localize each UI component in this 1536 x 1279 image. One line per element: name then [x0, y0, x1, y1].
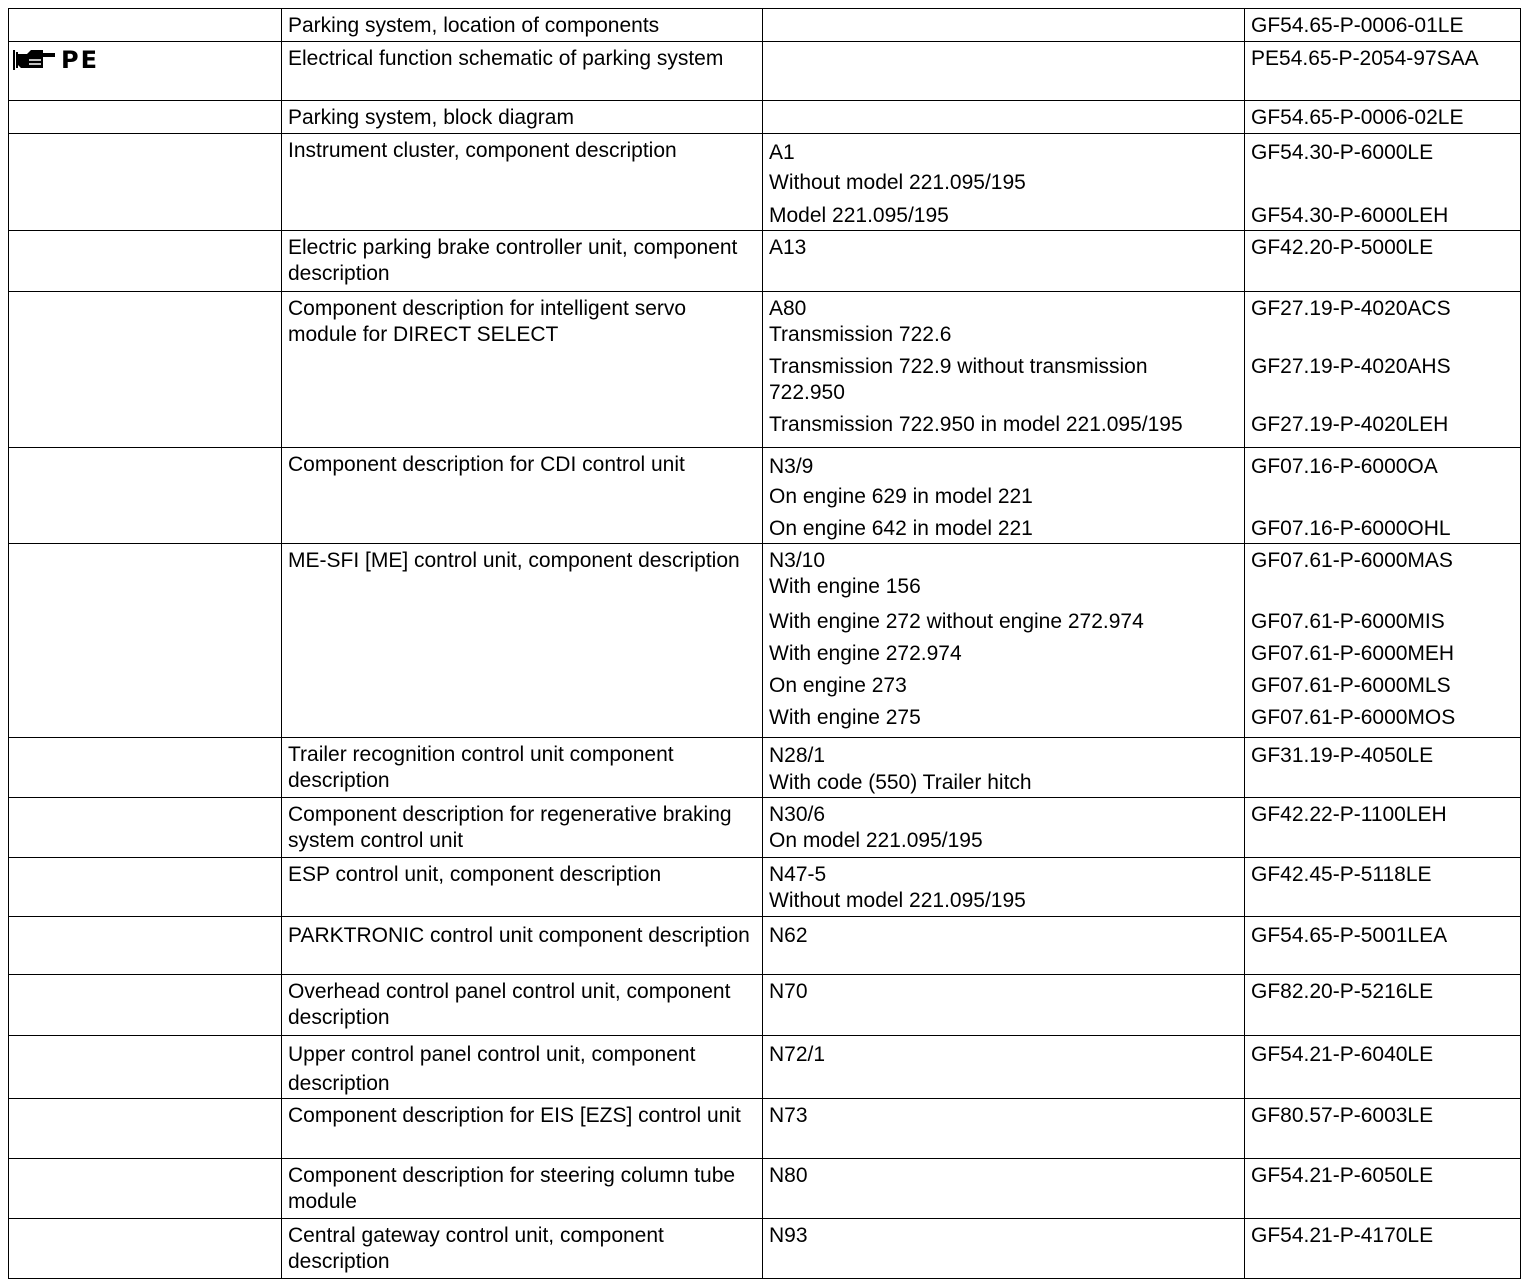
- designation-line: With engine 275: [769, 706, 921, 729]
- designation-cell: [763, 134, 1245, 231]
- table-row: [9, 231, 1521, 292]
- designation-line: N47-5: [769, 863, 827, 886]
- entry-block: [763, 354, 1244, 412]
- table-row: [9, 9, 1521, 42]
- document-number-cell: [1245, 292, 1521, 448]
- entry-block: [1245, 46, 1520, 72]
- document-number-cell: [1245, 1219, 1521, 1279]
- row-title: PARKTRONIC control unit component description: [288, 924, 750, 947]
- row-title: Upper control panel control unit, component description: [288, 1043, 696, 1095]
- document-table: [8, 8, 1521, 1279]
- document-number: GF54.65-P-5001LEA: [1251, 924, 1448, 947]
- marker-cell: [9, 975, 282, 1036]
- designation-cell: [763, 975, 1245, 1036]
- document-number: [1245, 380, 1520, 406]
- document-number: GF07.61-P-6000MAS: [1251, 549, 1453, 572]
- title-cell: [282, 798, 763, 858]
- designation-cell: [763, 544, 1245, 738]
- marker-cell: [9, 292, 282, 448]
- document-number: GF07.61-P-6000MEH: [1251, 642, 1455, 665]
- entry-block: [1245, 862, 1520, 914]
- document-number: GF27.19-P-4020LEH: [1251, 413, 1449, 436]
- entry-block: [763, 638, 1244, 670]
- marker-cell: [9, 544, 282, 738]
- document-number: GF07.61-P-6000MOS: [1251, 706, 1456, 729]
- entry-block: [1245, 452, 1520, 514]
- document-number: GF31.19-P-4050LE: [1251, 744, 1434, 767]
- entry-block: [763, 548, 1244, 606]
- entry-block: [1245, 670, 1520, 702]
- designation-cell: [763, 231, 1245, 292]
- document-number: GF54.21-P-4170LE: [1251, 1224, 1434, 1247]
- entry-block: [1245, 1163, 1520, 1189]
- designation-cell: [763, 1099, 1245, 1159]
- entry-block: [1245, 412, 1520, 447]
- title-cell: [282, 134, 763, 231]
- document-number: [1245, 482, 1520, 512]
- document-number: [1245, 770, 1520, 796]
- document-number-cell: [1245, 134, 1521, 231]
- designation-line: On model 221.095/195: [769, 829, 983, 852]
- table-row: [9, 975, 1521, 1036]
- designation-cell: [763, 292, 1245, 448]
- entry-block: [1245, 138, 1520, 201]
- document-number-cell: [1245, 738, 1521, 798]
- entry-block: [763, 670, 1244, 702]
- table-row: [9, 738, 1521, 798]
- marker-cell: [9, 917, 282, 975]
- row-title: Component description for CDI control unit: [288, 453, 685, 476]
- document-number: GF27.19-P-4020AHS: [1251, 355, 1451, 378]
- table-row: [9, 798, 1521, 858]
- document-number: GF54.30-P-6000LE: [1251, 141, 1434, 164]
- document-number: GF42.22-P-1100LEH: [1251, 803, 1447, 826]
- document-number-cell: [1245, 917, 1521, 975]
- designation-line: Model 221.095/195: [769, 204, 949, 227]
- marker-cell: [9, 42, 282, 101]
- row-title: Instrument cluster, component description: [288, 139, 677, 162]
- document-number: GF42.45-P-5118LE: [1251, 863, 1432, 886]
- marker-cell: [9, 231, 282, 292]
- entry-block: [1245, 702, 1520, 737]
- designation-line: N28/1: [769, 744, 826, 767]
- document-number-cell: [1245, 1099, 1521, 1159]
- marker-cell: [9, 858, 282, 917]
- document-number-cell: [1245, 231, 1521, 292]
- row-title: Component description for EIS [EZS] control unit: [288, 1104, 741, 1127]
- designation-cell: [763, 1159, 1245, 1219]
- designation-cell: [763, 1036, 1245, 1099]
- document-number: [1245, 168, 1520, 198]
- entry-block: [763, 702, 1244, 737]
- marker-cell: [9, 101, 282, 134]
- document-number-cell: [1245, 798, 1521, 858]
- document-number: [1245, 828, 1520, 854]
- designation-cell: [763, 448, 1245, 544]
- entry-block: [763, 1103, 1244, 1129]
- document-number: GF82.20-P-5216LE: [1251, 980, 1434, 1003]
- designation-line: With engine 272.974: [769, 642, 962, 665]
- entry-block: [763, 296, 1244, 354]
- title-cell: [282, 544, 763, 738]
- row-title: Parking system, block diagram: [288, 106, 574, 129]
- marker-cell: [9, 9, 282, 42]
- entry-block: [763, 138, 1244, 201]
- designation-line: Without model 221.095/195: [769, 171, 1026, 194]
- table-row: [9, 1219, 1521, 1279]
- title-cell: [282, 1159, 763, 1219]
- document-number: GF07.16-P-6000OHL: [1251, 517, 1451, 540]
- document-number: GF54.30-P-6000LEH: [1251, 204, 1449, 227]
- document-number: [1245, 574, 1520, 600]
- document-number: GF80.57-P-6003LE: [1251, 1104, 1434, 1127]
- designation-line: N62: [769, 924, 808, 947]
- document-number: GF07.16-P-6000OA: [1251, 455, 1438, 478]
- document-number-cell: [1245, 858, 1521, 917]
- document-table-body: [9, 9, 1521, 1279]
- document-number-cell: [1245, 9, 1521, 42]
- table-row: [9, 858, 1521, 917]
- entry-block: [763, 742, 1244, 796]
- document-number-cell: [1245, 1159, 1521, 1219]
- designation-line: Transmission 722.9 without transmission: [769, 355, 1148, 378]
- entry-block: [763, 1223, 1244, 1249]
- table-row: [9, 917, 1521, 975]
- table-row: [9, 292, 1521, 448]
- title-cell: [282, 738, 763, 798]
- document-number-cell: [1245, 544, 1521, 738]
- entry-block: [1245, 514, 1520, 543]
- table-row: [9, 42, 1521, 101]
- entry-block: [1245, 548, 1520, 606]
- designation-line: Without model 221.095/195: [769, 889, 1026, 912]
- entry-block: [763, 1163, 1244, 1189]
- designation-cell: [763, 738, 1245, 798]
- entry-block: [763, 979, 1244, 1005]
- designation-cell: [763, 917, 1245, 975]
- designation-cell: [763, 101, 1245, 134]
- row-title: Overhead control panel control unit, component description: [288, 980, 731, 1029]
- designation-line: N72/1: [769, 1043, 826, 1066]
- document-number-cell: [1245, 975, 1521, 1036]
- designation-cell: [763, 42, 1245, 101]
- designation-line: On engine 273: [769, 674, 907, 697]
- designation-cell: [763, 858, 1245, 917]
- designation-line: N80: [769, 1164, 808, 1187]
- designation-line: N93: [769, 1224, 808, 1247]
- marker-cell: [9, 1036, 282, 1099]
- document-number-cell: [1245, 42, 1521, 101]
- title-cell: [282, 231, 763, 292]
- row-title: Trailer recognition control unit component description: [288, 743, 674, 792]
- marker-cell: [9, 1099, 282, 1159]
- entry-block: [763, 235, 1244, 261]
- title-cell: [282, 917, 763, 975]
- row-title: Component description for steering column tube module: [288, 1164, 736, 1213]
- designation-line: With engine 156: [769, 575, 921, 598]
- title-cell: [282, 448, 763, 544]
- entry-block: [763, 201, 1244, 230]
- document-number-cell: [1245, 448, 1521, 544]
- title-cell: [282, 292, 763, 448]
- entry-block: [1245, 979, 1520, 1005]
- entry-block: [763, 412, 1244, 447]
- entry-block: [763, 921, 1244, 951]
- row-title: Component description for intelligent servo module for DIRECT SELECT: [288, 297, 687, 346]
- marker-cell: [9, 738, 282, 798]
- designation-line: A13: [769, 236, 807, 259]
- entry-block: [1245, 105, 1520, 131]
- pointing-hand-icon: [13, 46, 57, 74]
- designation-line: N73: [769, 1104, 808, 1127]
- marker-cell: [9, 134, 282, 231]
- marker-cell: [9, 798, 282, 858]
- designation-line: Transmission 722.950 in model 221.095/195: [769, 413, 1183, 436]
- document-number: GF27.19-P-4020ACS: [1251, 297, 1451, 320]
- designation-line: On engine 629 in model 221: [769, 485, 1033, 508]
- document-number: GF54.65-P-0006-02LE: [1251, 106, 1464, 129]
- table-row: [9, 101, 1521, 134]
- designation-line: With code (550) Trailer hitch: [769, 771, 1032, 794]
- entry-block: [1245, 354, 1520, 412]
- entry-block: [1245, 606, 1520, 638]
- pe-label: PE: [61, 46, 99, 74]
- designation-cell: [763, 1219, 1245, 1279]
- document-number: PE54.65-P-2054-97SAA: [1251, 47, 1479, 70]
- document-number: [1245, 888, 1520, 914]
- designation-line: On engine 642 in model 221: [769, 517, 1033, 540]
- document-number-cell: [1245, 101, 1521, 134]
- title-cell: [282, 9, 763, 42]
- table-row: [9, 448, 1521, 544]
- table-row: [9, 1099, 1521, 1159]
- entry-block: [1245, 638, 1520, 670]
- document-number: [1245, 322, 1520, 348]
- entry-block: [763, 452, 1244, 514]
- row-title: Electric parking brake controller unit, component description: [288, 236, 738, 285]
- entry-block: [1245, 296, 1520, 354]
- designation-line: N3/9: [769, 455, 814, 478]
- designation-line: 722.950: [769, 381, 845, 404]
- designation-line: Transmission 722.6: [769, 323, 952, 346]
- row-title: ME-SFI [ME] control unit, component description: [288, 549, 740, 572]
- title-cell: [282, 1036, 763, 1099]
- document-number: GF07.61-P-6000MLS: [1251, 674, 1451, 697]
- row-title: Component description for regenerative braking system control unit: [288, 803, 732, 852]
- entry-block: [1245, 742, 1520, 796]
- document-number: GF54.21-P-6040LE: [1251, 1043, 1434, 1066]
- title-cell: [282, 1219, 763, 1279]
- designation-cell: [763, 9, 1245, 42]
- marker-cell: [9, 1219, 282, 1279]
- designation-line: N70: [769, 980, 808, 1003]
- row-title: Parking system, location of components: [288, 14, 660, 37]
- entry-block: [1245, 235, 1520, 261]
- document-number: GF42.20-P-5000LE: [1251, 236, 1434, 259]
- pe-marker: [9, 42, 281, 74]
- document-number: GF54.65-P-0006-01LE: [1251, 14, 1464, 37]
- title-cell: [282, 858, 763, 917]
- row-title: Electrical function schematic of parking system: [288, 47, 724, 70]
- table-row: [9, 544, 1521, 738]
- marker-cell: [9, 448, 282, 544]
- designation-line: A80: [769, 297, 807, 320]
- entry-block: [1245, 201, 1520, 230]
- entry-block: [1245, 921, 1520, 951]
- entry-block: [763, 862, 1244, 914]
- table-row: [9, 1036, 1521, 1099]
- title-cell: [282, 101, 763, 134]
- designation-line: N3/10: [769, 549, 826, 572]
- table-row: [9, 1159, 1521, 1219]
- row-title: ESP control unit, component description: [288, 863, 662, 886]
- designation-line: N30/6: [769, 803, 826, 826]
- title-cell: [282, 42, 763, 101]
- row-title: Central gateway control unit, component description: [288, 1224, 664, 1273]
- entry-block: [763, 514, 1244, 543]
- title-cell: [282, 1099, 763, 1159]
- entry-block: [1245, 1040, 1520, 1070]
- designation-line: With engine 272 without engine 272.974: [769, 610, 1144, 633]
- entry-block: [1245, 1223, 1520, 1249]
- entry-block: [763, 802, 1244, 854]
- marker-cell: [9, 1159, 282, 1219]
- title-cell: [282, 975, 763, 1036]
- entry-block: [763, 606, 1244, 638]
- table-row: [9, 134, 1521, 231]
- designation-line: A1: [769, 141, 795, 164]
- document-number: GF07.61-P-6000MIS: [1251, 610, 1445, 633]
- entry-block: [1245, 802, 1520, 854]
- designation-cell: [763, 798, 1245, 858]
- document-number-cell: [1245, 1036, 1521, 1099]
- document-number: GF54.21-P-6050LE: [1251, 1164, 1434, 1187]
- entry-block: [763, 1040, 1244, 1070]
- entry-block: [1245, 13, 1520, 39]
- entry-block: [1245, 1103, 1520, 1129]
